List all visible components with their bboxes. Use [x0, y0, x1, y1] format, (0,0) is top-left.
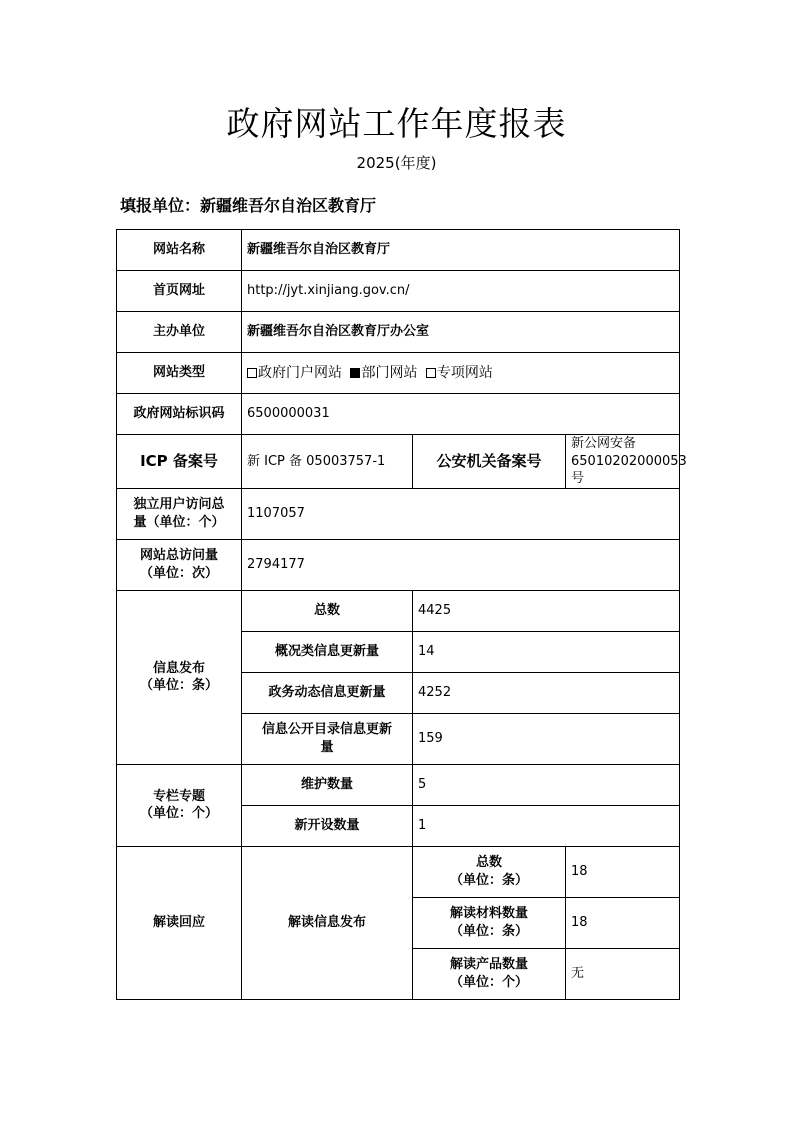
columns-label	[117, 764, 242, 846]
unique-visitors-value: 1107057	[242, 488, 680, 539]
filing-unit-label: 填报单位：	[120, 196, 201, 215]
checkbox-icon	[426, 368, 436, 378]
label-line: 总数	[475, 855, 502, 871]
info-row-label: 概况类信息更新量	[242, 631, 413, 672]
info-row-value: 4252	[413, 672, 680, 713]
info-row-label: 政务动态信息更新量	[242, 672, 413, 713]
report-year: 2025(年度)	[356, 154, 437, 172]
row-site-id	[117, 394, 680, 435]
row-icp	[117, 435, 680, 489]
label-line: （单位：个）	[139, 806, 218, 822]
site-id-value: 6500000031	[242, 394, 680, 435]
police-value	[566, 435, 687, 489]
police-value-line1: 新公网安备	[571, 436, 637, 451]
row-interpretation-total	[117, 846, 680, 897]
site-name-label: 网站名称	[117, 230, 242, 271]
site-type-options	[242, 353, 680, 394]
label-line: （单位：次）	[139, 565, 218, 581]
homepage-url-label: 首页网址	[117, 271, 242, 312]
label-line: 网站总访问量	[139, 548, 218, 564]
columns-row-value: 5	[413, 764, 680, 805]
label-line: （单位：个）	[449, 974, 528, 990]
row-sponsor	[117, 312, 680, 353]
row-total-visits	[117, 539, 680, 590]
label-line: 专栏专题	[152, 788, 205, 804]
site-id-label: 政府网站标识码	[117, 394, 242, 435]
label-line: （单位：条）	[449, 872, 528, 888]
label-line: 量	[320, 739, 334, 755]
filing-unit	[120, 193, 376, 216]
checkbox-icon	[247, 368, 257, 378]
row-site-name	[117, 230, 680, 271]
interpretation-row-value: 18	[566, 846, 680, 897]
interpretation-row-label	[413, 897, 566, 948]
row-info-total	[117, 590, 680, 631]
police-value-line2: 65010202000053 号	[571, 453, 687, 487]
interpretation-row-value: 18	[566, 897, 680, 948]
filing-unit-value: 新疆维吾尔自治区教育厅	[200, 196, 377, 215]
unique-visitors-label	[117, 488, 242, 539]
sponsor-label: 主办单位	[117, 312, 242, 353]
info-row-label: 总数	[242, 590, 413, 631]
site-type-option-label: 专项网站	[436, 364, 493, 381]
checked-box-icon	[350, 368, 360, 378]
columns-row-label: 维护数量	[242, 764, 413, 805]
label-line: 解读材料数量	[449, 906, 528, 922]
columns-row-label: 新开设数量	[242, 805, 413, 846]
interpretation-label: 解读回应	[117, 846, 242, 999]
info-row-label	[242, 713, 413, 764]
label-line: （单位：条）	[139, 678, 218, 694]
row-homepage-url	[117, 271, 680, 312]
site-type-option-label: 部门网站	[361, 364, 418, 381]
icp-label: ICP 备案号	[117, 435, 242, 489]
icp-value: 新 ICP 备 05003757-1	[242, 435, 413, 489]
sponsor-value: 新疆维吾尔自治区教育厅办公室	[242, 312, 680, 353]
total-visits-label	[117, 539, 242, 590]
info-row-value: 4425	[413, 590, 680, 631]
report-title: 政府网站工作年度报表	[226, 104, 567, 143]
total-visits-value: 2794177	[242, 539, 680, 590]
police-label: 公安机关备案号	[413, 435, 566, 489]
info-publish-label	[117, 590, 242, 764]
site-type-option-special	[426, 365, 493, 381]
info-row-value: 159	[413, 713, 680, 764]
label-line: 独立用户访问总	[133, 497, 225, 513]
label-line: （单位：条）	[449, 923, 528, 939]
columns-row-value: 1	[413, 805, 680, 846]
label-line: 信息公开目录信息更新	[261, 722, 392, 738]
site-type-option-portal	[247, 365, 342, 381]
info-row-value: 14	[413, 631, 680, 672]
label-line: 量（单位：个）	[133, 514, 225, 530]
interpretation-row-label	[413, 846, 566, 897]
site-type-label: 网站类型	[117, 353, 242, 394]
interpretation-row-value: 无	[566, 948, 680, 999]
row-columns-maintained	[117, 764, 680, 805]
homepage-url-value: http://jyt.xinjiang.gov.cn/	[242, 271, 680, 312]
site-type-option-department	[350, 365, 417, 381]
site-type-option-label: 政府门户网站	[258, 364, 342, 381]
label-line: 解读产品数量	[449, 957, 528, 973]
interpretation-row-label	[413, 948, 566, 999]
label-line: 信息发布	[152, 660, 205, 676]
site-name-value: 新疆维吾尔自治区教育厅	[242, 230, 680, 271]
interpretation-sub-label: 解读信息发布	[242, 846, 413, 999]
report-table	[116, 229, 687, 1000]
row-unique-visitors	[117, 488, 680, 539]
row-site-type	[117, 353, 680, 394]
